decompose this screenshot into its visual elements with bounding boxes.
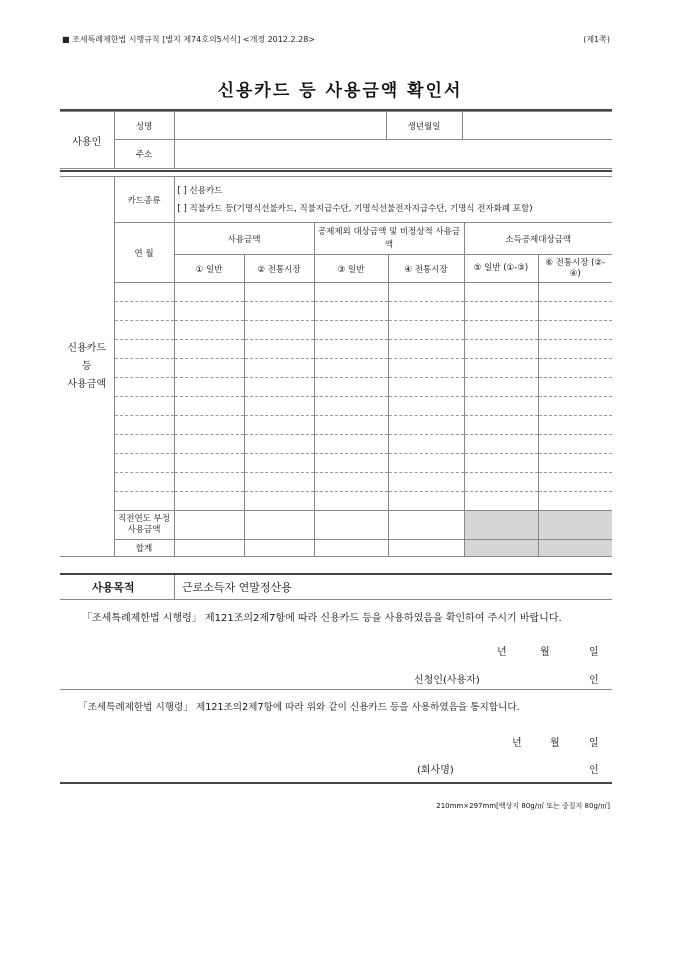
name-field[interactable] — [174, 112, 386, 140]
user-label: 사용인 — [60, 112, 114, 169]
confirmation-month: 월 — [540, 647, 550, 658]
table-row — [60, 435, 612, 454]
notification-top-border — [60, 689, 612, 690]
table-row — [60, 397, 612, 416]
bottom-border — [60, 782, 612, 784]
address-label: 주소 — [114, 140, 174, 169]
table-row — [60, 473, 612, 492]
purpose-top-border — [60, 573, 612, 575]
usage-label-line3: 사용금액 — [67, 378, 107, 390]
card-type-options — [174, 177, 612, 223]
usage-label — [60, 177, 114, 557]
gray-cell — [538, 511, 612, 540]
excluded-amount-header: 공제제외 대상금액 및 비정상적 사용금액 — [314, 223, 464, 255]
gray-cell — [538, 540, 612, 557]
gray-cell — [464, 511, 538, 540]
purpose-value[interactable]: 근로소득자 연말정산용 — [182, 581, 292, 594]
birth-field[interactable] — [462, 112, 612, 140]
applicant-label: 신청인(사용자) — [414, 675, 480, 686]
paper-size-note: 210mm×297mm[백상지 80g/㎡ 또는 중질지 80g/㎡] — [436, 802, 610, 810]
year-month-label: 연 월 — [114, 223, 174, 283]
table-row — [60, 454, 612, 473]
notification-text: 「조세특례제한법 시행령」 제121조의2제7항에 따라 위와 같이 신용카드 등을 사용하였음을 통지합니다. — [78, 702, 520, 713]
section-divider — [60, 170, 612, 172]
table-row — [60, 378, 612, 397]
col-2-traditional: ② 전통시장 — [244, 255, 314, 283]
usage-section — [60, 176, 612, 557]
col-1-general: ① 일반 — [174, 255, 244, 283]
gray-cell — [464, 540, 538, 557]
card-type-label: 카드종류 — [114, 177, 174, 223]
applicant-seal: 인 — [589, 675, 599, 686]
deduction-amount-header: 소득공제대상금액 — [464, 223, 612, 255]
prev-year-fraud-label: 직전연도 부정사용금액 — [114, 511, 174, 540]
notification-month: 월 — [550, 738, 560, 749]
table-row — [60, 340, 612, 359]
table-row — [60, 321, 612, 340]
table-row — [60, 302, 612, 321]
col-3-general: ③ 일반 — [314, 255, 388, 283]
user-section — [60, 111, 612, 169]
address-field[interactable] — [174, 140, 612, 169]
table-row — [60, 283, 612, 302]
table-row — [60, 359, 612, 378]
usage-label-line1: 신용카드 — [67, 342, 107, 354]
confirmation-year: 년 — [497, 647, 507, 658]
birth-label: 생년월일 — [386, 112, 462, 140]
purpose-bottom-border — [60, 599, 612, 600]
usage-label-line2: 등 — [81, 360, 92, 372]
page-label: (제1쪽) — [583, 35, 610, 44]
purpose-divider — [174, 575, 175, 599]
debit-card-checkbox[interactable]: [ ] 직불카드 등(기명식선불카드, 직불지급수단, 기명식선불전자지급수단, 기명식 전자화폐 포함) — [177, 203, 533, 214]
notification-day: 일 — [589, 738, 599, 749]
notification-year: 년 — [512, 738, 522, 749]
confirmation-day: 일 — [589, 647, 599, 658]
confirmation-text: 「조세특례제한법 시행령」 제121조의2제7항에 따라 신용카드 등을 사용하였음을 확인하여 주시기 바랍니다. — [82, 613, 562, 624]
table-row — [60, 416, 612, 435]
total-label: 합계 — [114, 540, 174, 557]
usage-amount-header: 사용금액 — [174, 223, 314, 255]
company-label: (회사명) — [417, 765, 454, 776]
table-row — [60, 492, 612, 511]
credit-card-checkbox[interactable]: [ ] 신용카드 — [177, 185, 223, 196]
col-6-traditional: ⑥ 전통시장 (②-④) — [538, 255, 612, 283]
company-seal: 인 — [589, 765, 599, 776]
col-4-traditional: ④ 전통시장 — [388, 255, 464, 283]
name-label: 성명 — [114, 112, 174, 140]
law-reference: ■ 조세특례제한법 시행규칙 [별지 제74호의5서식] <개정 2012.2.28> — [62, 35, 316, 44]
col-5-general: ⑤ 일반 (①-③) — [464, 255, 538, 283]
document-title: 신용카드 등 사용금액 확인서 — [217, 81, 463, 101]
purpose-label: 사용목적 — [92, 581, 135, 594]
